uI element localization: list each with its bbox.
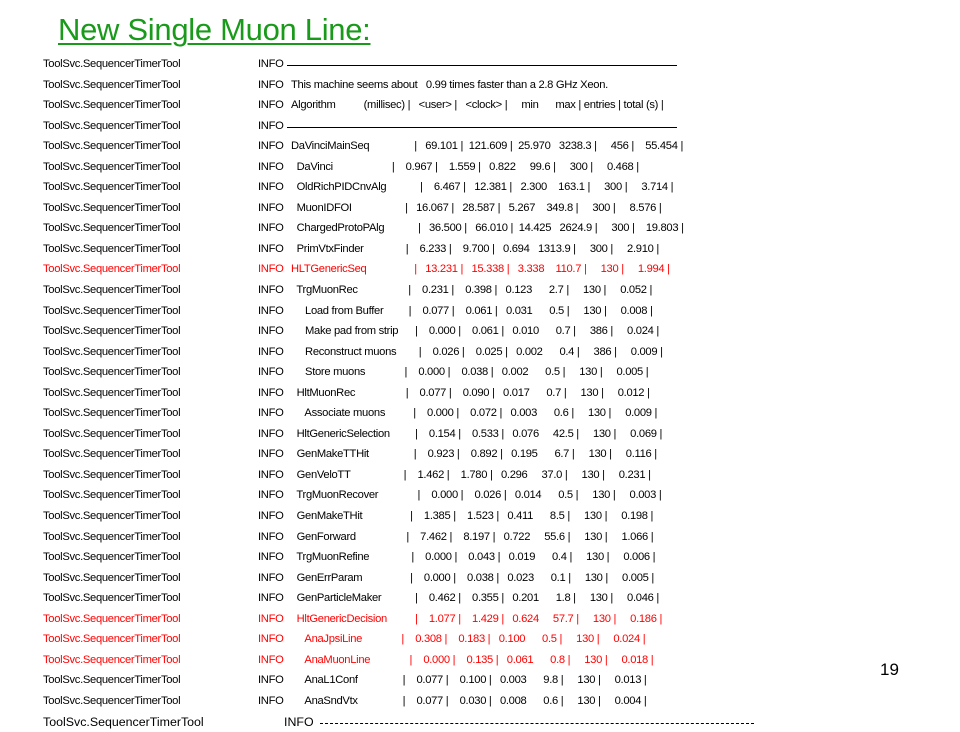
log-level: INFO <box>258 572 284 584</box>
log-level: INFO <box>258 140 284 152</box>
log-level: INFO <box>258 325 284 337</box>
log-level: INFO <box>258 551 284 563</box>
log-source: ToolSvc.SequencerTimerTool <box>43 674 180 686</box>
log-level: INFO <box>258 633 284 645</box>
log-level: INFO <box>258 489 284 501</box>
log-message: HltGenericDecision | 1.077 | 1.429 | 0.624 57.7 | 130 | 0.186 | <box>291 613 662 625</box>
log-level: INFO <box>258 510 284 522</box>
log-source: ToolSvc.SequencerTimerTool <box>43 407 180 419</box>
log-message: This machine seems about 0.99 times faster than a 2.8 GHz Xeon. <box>291 79 608 91</box>
log-message: DaVinci | 0.967 | 1.559 | 0.822 99.6 | 300 | 0.468 | <box>291 161 639 173</box>
log-source: ToolSvc.SequencerTimerTool <box>43 428 180 440</box>
log-message: AnaSndVtx | 0.077 | 0.030 | 0.008 0.6 | 130 | 0.004 | <box>291 695 647 707</box>
log-separator-row <box>0 116 960 137</box>
log-level: INFO <box>258 120 284 132</box>
log-level: INFO <box>258 181 284 193</box>
log-message: PrimVtxFinder | 6.233 | 9.700 | 0.694 1313.9 | 300 | 2.910 | <box>291 243 659 255</box>
log-source: ToolSvc.SequencerTimerTool <box>43 613 180 625</box>
log-level: INFO <box>258 346 284 358</box>
slide-title: New Single Muon Line: <box>58 12 371 48</box>
log-message: HltGenericSelection | 0.154 | 0.533 | 0.076 42.5 | 130 | 0.069 | <box>291 428 662 440</box>
log-source: ToolSvc.SequencerTimerTool <box>43 387 180 399</box>
log-level: INFO <box>258 161 284 173</box>
log-row <box>0 485 960 506</box>
log-row <box>0 629 960 650</box>
log-row <box>0 321 960 342</box>
log-level: INFO <box>258 695 284 707</box>
log-message: ChargedProtoPAlg | 36.500 | 66.010 | 14.425 2624.9 | 300 | 19.803 | <box>291 222 684 234</box>
log-message: Make pad from strip | 0.000 | 0.061 | 0.010 0.7 | 386 | 0.024 | <box>291 325 659 337</box>
log-row <box>0 157 960 178</box>
log-source: ToolSvc.SequencerTimerTool <box>43 120 180 132</box>
log-row <box>0 301 960 322</box>
log-source: ToolSvc.SequencerTimerTool <box>43 531 180 543</box>
log-source: ToolSvc.SequencerTimerTool <box>43 654 180 666</box>
log-source: ToolSvc.SequencerTimerTool <box>43 243 180 255</box>
log-row <box>0 527 960 548</box>
log-separator-row <box>0 54 960 75</box>
log-row <box>0 259 960 280</box>
log-row <box>0 95 960 116</box>
log-row <box>0 670 960 691</box>
log-level: INFO <box>258 428 284 440</box>
log-message: Reconstruct muons | 0.026 | 0.025 | 0.002 0.4 | 386 | 0.009 | <box>291 346 663 358</box>
log-row <box>0 218 960 239</box>
log-row <box>0 506 960 527</box>
log-level: INFO <box>258 284 284 296</box>
log-level: INFO <box>258 387 284 399</box>
log-row <box>0 650 960 671</box>
log-level: INFO <box>258 263 284 275</box>
log-source: ToolSvc.SequencerTimerTool <box>43 346 180 358</box>
log-source: ToolSvc.SequencerTimerTool <box>43 489 180 501</box>
log-source: ToolSvc.SequencerTimerTool <box>43 572 180 584</box>
log-source: ToolSvc.SequencerTimerTool <box>43 79 180 91</box>
log-message: OldRichPIDCnvAlg | 6.467 | 12.381 | 2.300 163.1 | 300 | 3.714 | <box>291 181 673 193</box>
log-message: DaVinciMainSeq | 69.101 | 121.609 | 25.970 3238.3 | 456 | 55.454 | <box>291 140 683 152</box>
log-message: HLTGenericSeq | 13.231 | 15.338 | 3.338 110.7 | 130 | 1.994 | <box>291 263 670 275</box>
log-level: INFO <box>258 202 284 214</box>
log-level: INFO <box>258 613 284 625</box>
log-source: ToolSvc.SequencerTimerTool <box>43 99 180 111</box>
log-row <box>0 239 960 260</box>
log-message: Algorithm (millisec) | <user> | <clock> | min max | entries | total (s) | <box>291 99 664 111</box>
log-level: INFO <box>258 592 284 604</box>
log-source: ToolSvc.SequencerTimerTool <box>43 448 180 460</box>
log-level: INFO <box>258 99 284 111</box>
log-message: GenVeloTT | 1.462 | 1.780 | 0.296 37.0 | 130 | 0.231 | <box>291 469 651 481</box>
log-message: HltMuonRec | 0.077 | 0.090 | 0.017 0.7 | 130 | 0.012 | <box>291 387 650 399</box>
log-level: INFO <box>258 674 284 686</box>
log-row <box>0 177 960 198</box>
log-source: ToolSvc.SequencerTimerTool <box>43 469 180 481</box>
log-source: ToolSvc.SequencerTimerTool <box>43 181 180 193</box>
log-source: ToolSvc.SequencerTimerTool <box>43 202 180 214</box>
log-message: GenMakeTTHit | 0.923 | 0.892 | 0.195 6.7 | 130 | 0.116 | <box>291 448 657 460</box>
log-row <box>0 609 960 630</box>
log-row <box>0 424 960 445</box>
log-source: ToolSvc.SequencerTimerTool <box>43 140 180 152</box>
log-source: ToolSvc.SequencerTimerTool <box>43 305 180 317</box>
page-number: 19 <box>880 660 899 680</box>
separator-rule <box>320 723 754 724</box>
log-source: ToolSvc.SequencerTimerTool <box>43 263 180 275</box>
log-message: AnaMuonLine | 0.000 | 0.135 | 0.061 0.8 | 130 | 0.018 | <box>291 654 653 666</box>
timing-log <box>0 54 960 732</box>
log-row <box>0 342 960 363</box>
log-message: TrgMuonRefine | 0.000 | 0.043 | 0.019 0.4 | 130 | 0.006 | <box>291 551 655 563</box>
log-level: INFO <box>258 58 284 70</box>
log-row <box>0 362 960 383</box>
log-source: ToolSvc.SequencerTimerTool <box>43 222 180 234</box>
log-separator-row <box>0 712 960 732</box>
log-row <box>0 136 960 157</box>
log-level: INFO <box>258 531 284 543</box>
log-level: INFO <box>258 243 284 255</box>
log-source: ToolSvc.SequencerTimerTool <box>43 551 180 563</box>
log-message: Load from Buffer | 0.077 | 0.061 | 0.031 0.5 | 130 | 0.008 | <box>291 305 653 317</box>
log-message: GenMakeTHit | 1.385 | 1.523 | 0.411 8.5 | 130 | 0.198 | <box>291 510 653 522</box>
log-message: TrgMuonRec | 0.231 | 0.398 | 0.123 2.7 | 130 | 0.052 | <box>291 284 652 296</box>
log-level: INFO <box>258 469 284 481</box>
log-row <box>0 691 960 712</box>
log-row <box>0 383 960 404</box>
log-message: AnaL1Conf | 0.077 | 0.100 | 0.003 9.8 | 130 | 0.013 | <box>291 674 647 686</box>
log-level: INFO <box>258 222 284 234</box>
log-message: GenForward | 7.462 | 8.197 | 0.722 55.6 | 130 | 1.066 | <box>291 531 653 543</box>
separator-rule <box>287 127 677 128</box>
log-source: ToolSvc.SequencerTimerTool <box>43 510 180 522</box>
log-row <box>0 547 960 568</box>
log-level: INFO <box>258 305 284 317</box>
log-source: ToolSvc.SequencerTimerTool <box>43 366 180 378</box>
log-source: ToolSvc.SequencerTimerTool <box>43 284 180 296</box>
log-row <box>0 403 960 424</box>
log-message: Store muons | 0.000 | 0.038 | 0.002 0.5 | 130 | 0.005 | <box>291 366 648 378</box>
log-source: ToolSvc.SequencerTimerTool <box>43 695 180 707</box>
log-source: ToolSvc.SequencerTimerTool <box>43 633 180 645</box>
log-row <box>0 198 960 219</box>
log-level: INFO <box>258 448 284 460</box>
log-message: AnaJpsiLine | 0.308 | 0.183 | 0.100 0.5 | 130 | 0.024 | <box>291 633 645 645</box>
log-row <box>0 444 960 465</box>
log-row <box>0 465 960 486</box>
log-row <box>0 75 960 96</box>
log-level: INFO <box>258 654 284 666</box>
log-level: INFO <box>258 407 284 419</box>
log-source: ToolSvc.SequencerTimerTool <box>43 161 180 173</box>
log-message: GenErrParam | 0.000 | 0.038 | 0.023 0.1 | 130 | 0.005 | <box>291 572 654 584</box>
log-source: ToolSvc.SequencerTimerTool <box>43 325 180 337</box>
log-level: INFO <box>258 79 284 91</box>
log-message: GenParticleMaker | 0.462 | 0.355 | 0.201 1.8 | 130 | 0.046 | <box>291 592 659 604</box>
log-level: INFO <box>284 715 314 729</box>
log-source: ToolSvc.SequencerTimerTool <box>43 715 204 729</box>
log-message: TrgMuonRecover | 0.000 | 0.026 | 0.014 0.5 | 130 | 0.003 | <box>291 489 661 501</box>
log-row <box>0 568 960 589</box>
log-message: Associate muons | 0.000 | 0.072 | 0.003 0.6 | 130 | 0.009 | <box>291 407 657 419</box>
log-source: ToolSvc.SequencerTimerTool <box>43 58 180 70</box>
log-level: INFO <box>258 366 284 378</box>
log-message: MuonIDFOI | 16.067 | 28.587 | 5.267 349.8 | 300 | 8.576 | <box>291 202 661 214</box>
log-row <box>0 280 960 301</box>
separator-rule <box>287 65 677 66</box>
log-source: ToolSvc.SequencerTimerTool <box>43 592 180 604</box>
log-row <box>0 588 960 609</box>
